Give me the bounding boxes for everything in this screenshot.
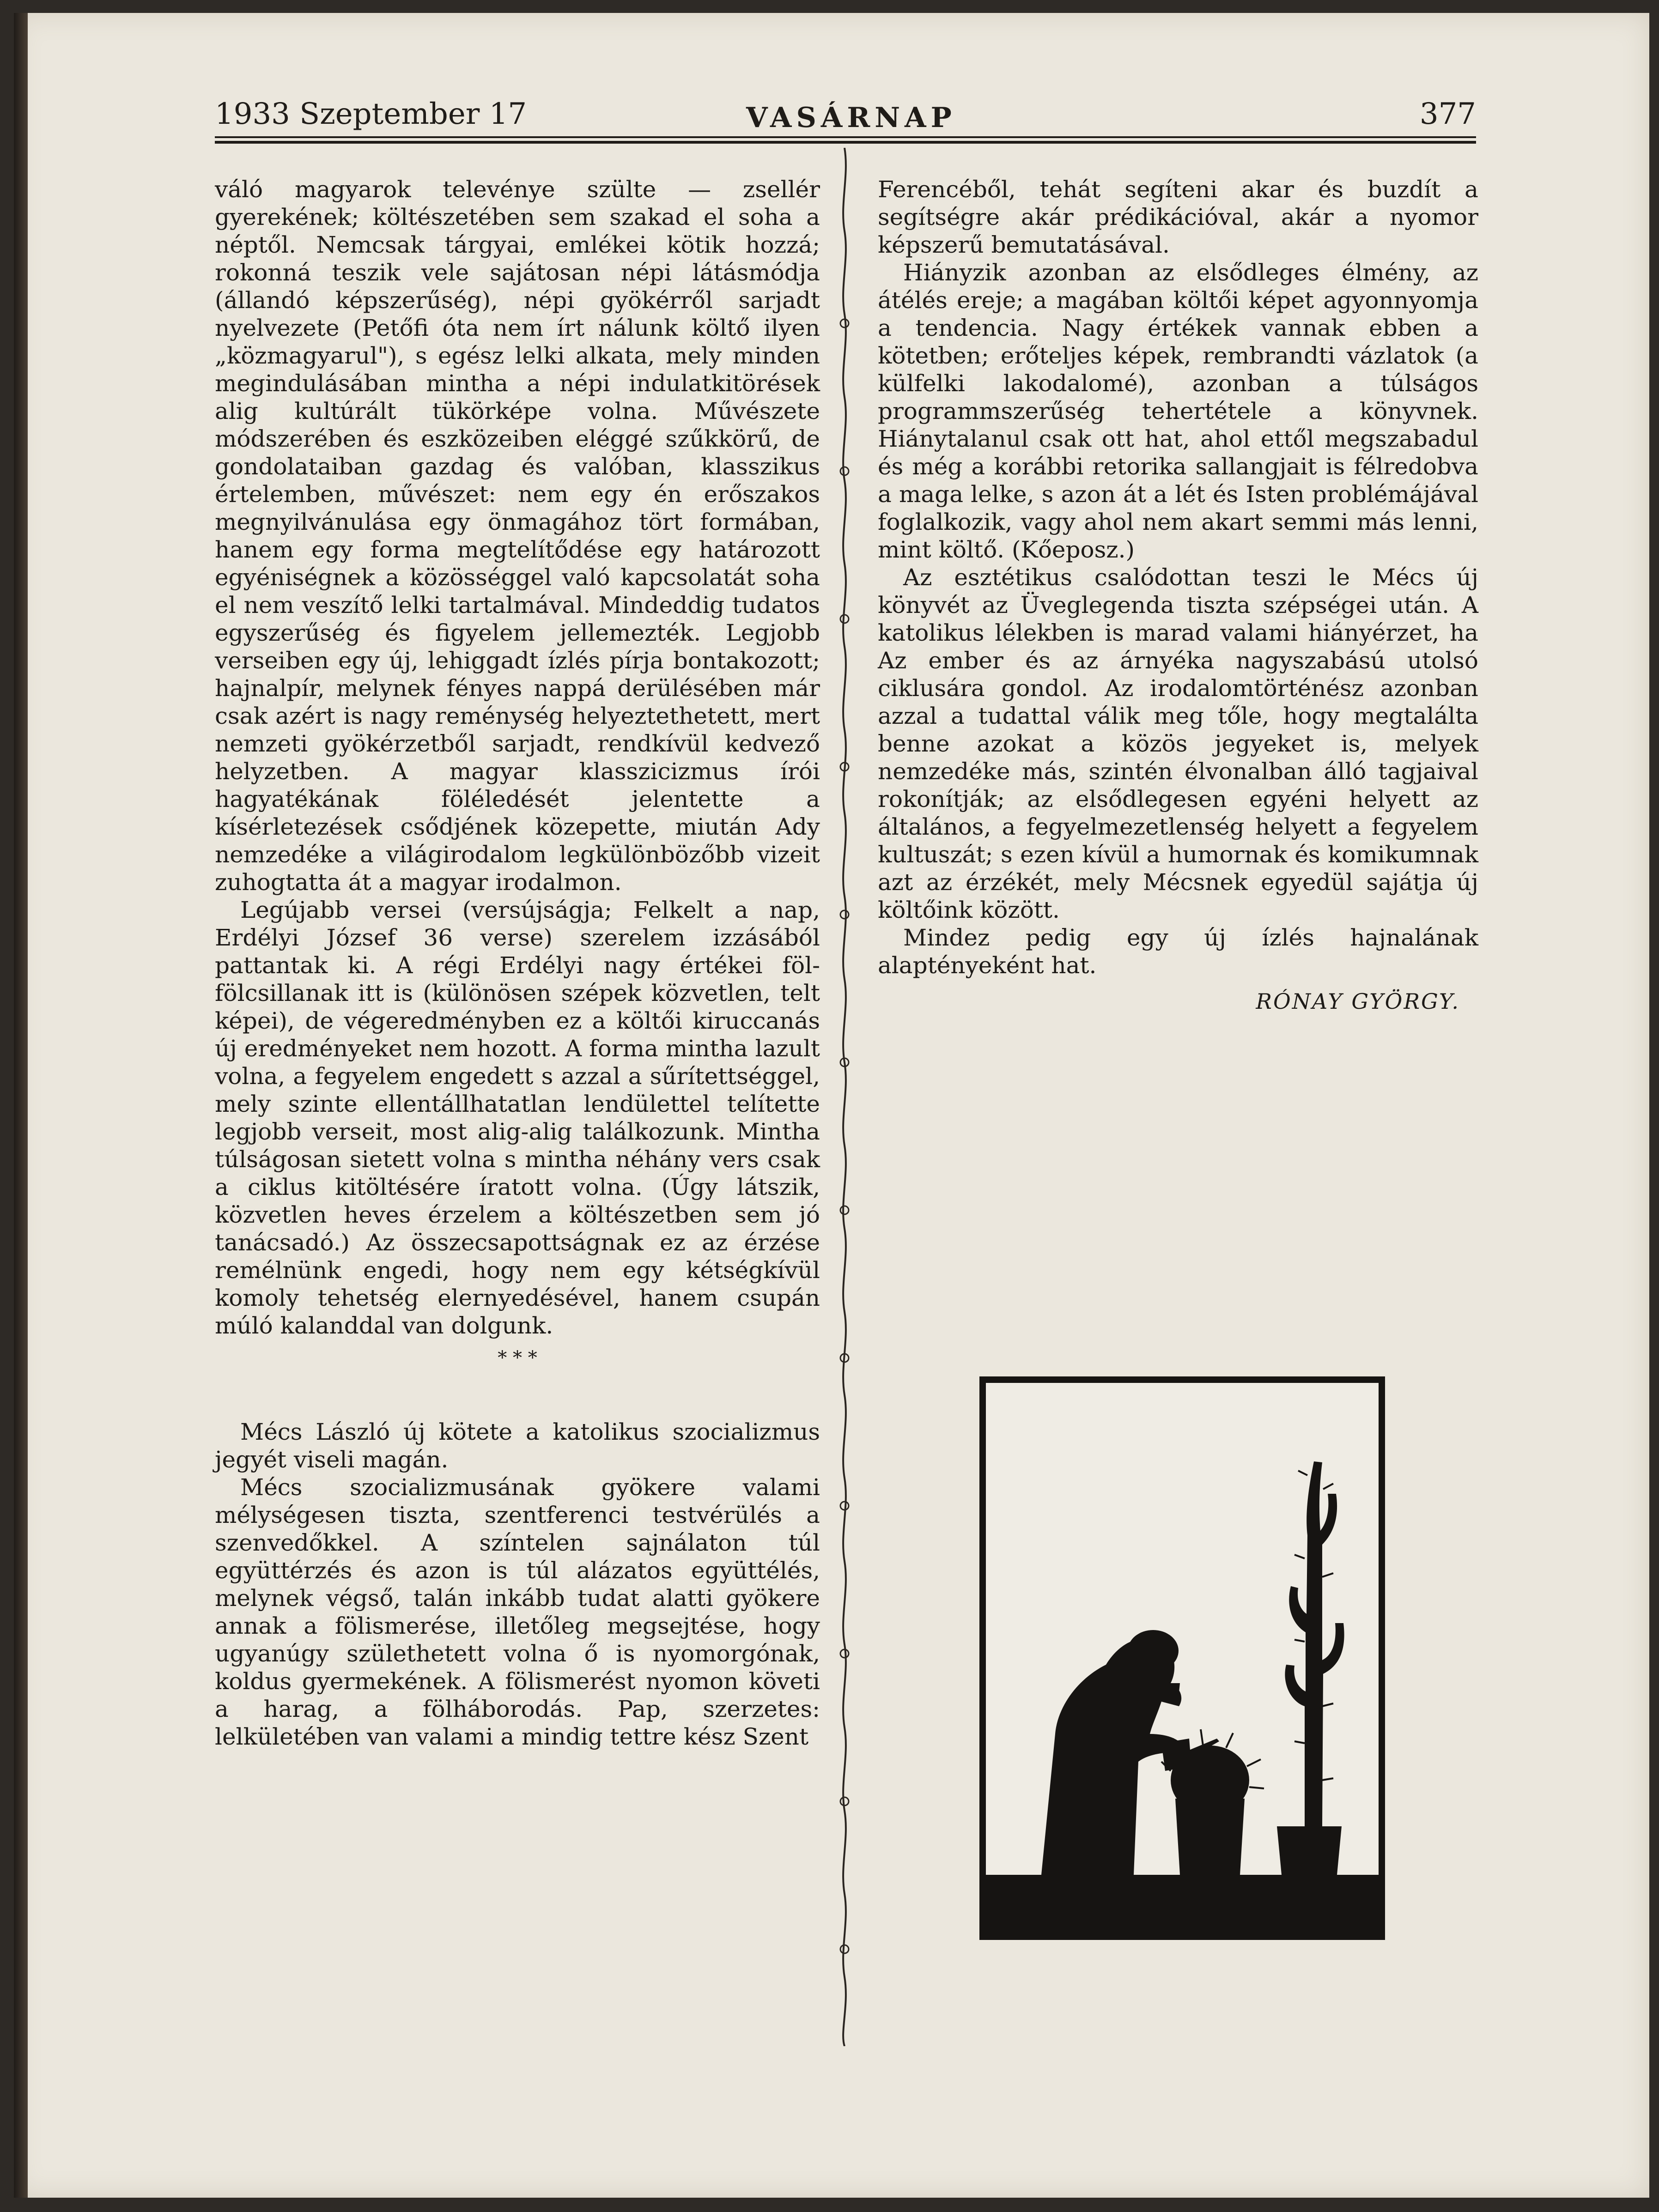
section-separator: * * * [498, 1347, 537, 1369]
silhouette-gardener-watering-cactus-icon [986, 1383, 1379, 1933]
page-spine [14, 13, 28, 2198]
left-column [215, 176, 820, 1751]
paragraph: váló magyarok televénye szülte — zsellér gyerekének; költészetében sem szakad el soha a néptől. Nemcsak tárgyai, emlékei kötik hozzá; rokonná teszik vele sajátosan népi látásmódja (állandó képszerűség), népi gyökérről sarjadt nyelvezete (Petőfi óta nem írt nálunk költő ilyen „közmagyarul"), s egész lelki alkata, mely minden megindulásában mintha a népi indulatkitörések alig kultúrált tükörképe volna. Művészete módszerében és eszközeiben eléggé szűkkörű, de gondolataiban gazdag és valóban, klasszikus értelemben, művészet: nem egy én erőszakos megnyilvánulása egy önmagához tört formában, hanem egy forma megtelítődése egy határozott egyéniségnek a közösséggel való kapcsolatát soha el nem veszítő lelki tartalmával. Mindeddig tudatos egyszerűség és figyelem jellemezték. Legjobb verseiben egy új, lehiggadt ízlés pírja bontakozott; hajnalpír, melynek fényes nappá derülésében már csak azért is nagy reménység helyeztethetett, mert nemzeti gyökérzetből sarjadt, rendkívül kedvező helyzetben. A magyar klasszicizmus írói hagyatékának föléledését jelentette a kísérletezések csődjének közepette, miután Ady nemzedéke a világirodalom legkülönbözőbb vizeit zuhogtatta át a magyar irodalmon. [215, 176, 820, 896]
header-rule-thin [215, 136, 1476, 138]
paragraph: Az esztétikus csalódottan teszi le Mécs új könyvét az Üveglegenda tiszta szépségei után. A katolikus lélekben is marad valami hiányérzet, ha Az ember és az árnyéka nagyszabású utolsó ciklusára gondol. Az irodalomtörténész azonban azzal a tudattal válik meg tőle, hogy megtalálta benne azokat a közös jegyeket is, melyek nemzedéke más, szintén élvonalban álló tagjaival rokonítják; az elsődlegesen egyéni helyett az általános, a fegyelmezetlenség helyett a fegyelem kultuszát; s ezen kívül a humornak és komikumnak azt az érzékét, mely Mécsnek egyedül sajátja új költőink között. [878, 564, 1478, 923]
page-header [215, 92, 1476, 134]
header-rule-thick [215, 141, 1476, 144]
paragraph: Mécs László új kötete a katolikus szocializmus jegyét viseli magán. [215, 1418, 820, 1473]
ornamental-column-divider [835, 148, 854, 2046]
paragraph: Ferencéből, tehát segíteni akar és buzdít a segítségre akár prédikációval, akár a nyomor képszerű bemutatásával. [878, 176, 1478, 258]
header-date: 1933 Szeptember 17 [215, 97, 527, 131]
paragraph: Mindez pedig egy új ízlés hajnalának alaptényeként hat. [878, 924, 1478, 979]
paragraph: Mécs szocializmusának gyökere valami mélységesen tiszta, szentferenci testvérülés a szenvedőkkel. A színtelen sajnálaton túl együttérzés és azon is túl alázatos együttélés, melynek végső, talán inkább tudat alatti gyökere annak a fölismerése, illetőleg megsejtése, hogy ugyanúgy születhetett volna ő is nyomorgónak, koldus gyermekének. A fölismerést nyomon követi a harag, a fölháborodás. Pap, szerzetes: lelkületében van valami a mindig tettre kész Szent [215, 1474, 820, 1750]
header-title: VASÁRNAP [746, 102, 956, 134]
paragraph: Hiányzik azonban az elsődleges élmény, az átélés ereje; a magában költői képet agyonnyomja a tendencia. Nagy értékek vannak ebben a kötetben; erőteljes képek, rembrandti vázlatok (a külfelki lakodalomé), azonban a túlságos programmszerűség tehertétele a könyvnek. Hiánytalanul csak ott hat, ahol ettől megszabadul és még a korábbi retorika sallangjait is félredobva a maga lelke, s azon át a lét és Isten problémájával foglalkozik, vagy ahol nem akart semmi más lenni, mint költő. (Kőeposz.) [878, 259, 1478, 563]
header-page-number: 377 [1419, 97, 1476, 131]
illustration-frame [979, 1376, 1385, 1940]
paragraph: Legújabb versei (versújságja; Felkelt a nap, Erdélyi József 36 verse) szerelem izzásából pattantak ki. A régi Erdélyi nagy értékei föl-fölcsillanak itt is (különösen szépek közvetlen, telt képei), de végeredményben ez a költői kiruccanás új eredményeket nem hozott. A forma mintha lazult volna, a fegyelem engedett s azzal a sűrítettséggel, mely szinte ellentállhatatlan lendülettel telítette legjobb verseit, most alig-alig találkozunk. Mintha túlságosan sietett volna s mintha néhány vers csak a ciklus kitöltésére íratott volna. (Úgy látszik, közvetlen heves érzelem a költészetben sem jó tanácsadó.) Az összecsapottságnak ez az érzése remélnünk engedi, hogy nem egy kétségkívül komoly tehetség elernyedésével, hanem csupán múló kalanddal van dolgunk. [215, 897, 820, 1339]
author-signature: RÓNAY GYÖRGY. [1256, 989, 1460, 1014]
right-column [878, 176, 1478, 1015]
